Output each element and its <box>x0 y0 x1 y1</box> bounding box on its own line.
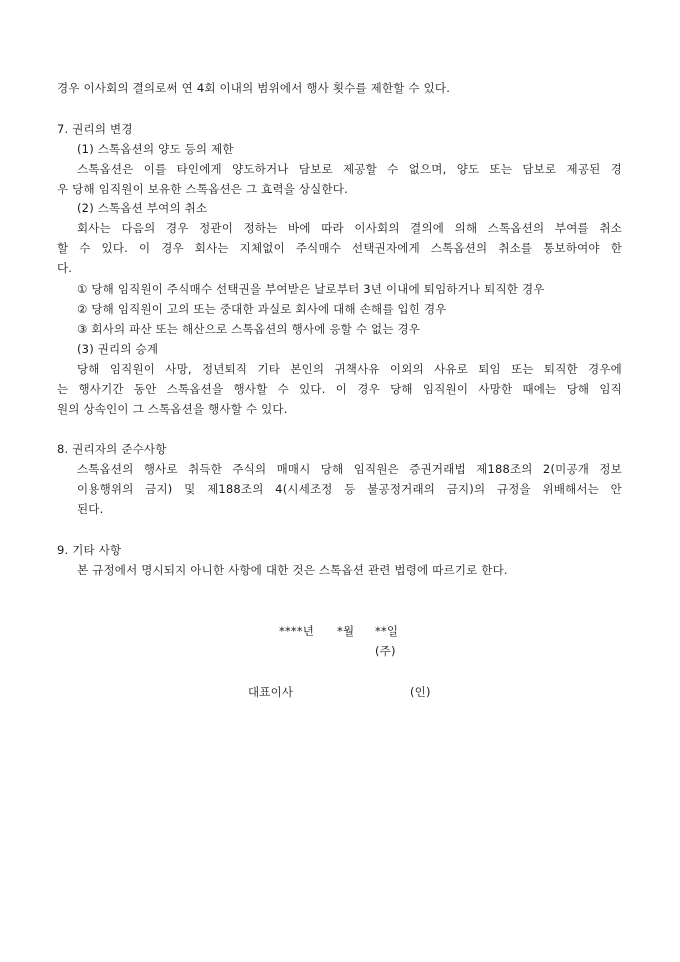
section-7-2-body-line: 다. <box>57 261 73 275</box>
section-7-2-body-line: 할 수 있다. 이 경우 회사는 지체없이 주식매수 선택권자에게 스톡옵션의 취소를 통보하여야 한 <box>57 241 622 255</box>
section-8-body-line: 스톡옵션의 행사로 취득한 주식의 매매시 당해 임직원은 증권거래법 제188조의 2(미공개 정보 <box>77 462 622 476</box>
section-8-body-line: 이용행위의 금지) 및 제188조의 4(시세조정 등 불공정거래의 금지)의 규정을 위배해서는 안 <box>77 482 622 496</box>
section-7-3-body-line: 원의 상속인이 그 스톡옵션을 행사할 수 있다. <box>57 402 288 416</box>
section-7-3-body-line: 는 행사기간 동안 스톡옵션을 행사할 수 있다. 이 경우 당해 임직원이 사망한 때에는 당해 임직 <box>57 382 622 396</box>
date-day: **일 <box>375 624 399 638</box>
section-9-heading: 9. 기타 사항 <box>57 543 122 557</box>
section-7-2-heading: (2) 스톡옵션 부여의 취소 <box>77 201 208 215</box>
date-month: *월 <box>337 624 355 638</box>
section-9-body-line: 본 규정에서 명시되지 아니한 사항에 대한 것은 스톡옵션 관련 법령에 따르기로 한다. <box>77 563 508 577</box>
intro-line: 경우 이사회의 결의로써 연 4회 이내의 범위에서 행사 횟수를 제한할 수 있다. <box>57 81 451 95</box>
section-7-1-body-line: 스톡옵션은 이를 타인에게 양도하거나 담보로 제공할 수 없으며, 양도 또는 담보로 제공된 경 <box>77 162 622 176</box>
company-name: (주) <box>375 644 396 658</box>
section-7-1-heading: (1) 스톡옵션의 양도 등의 제한 <box>77 142 234 156</box>
cancellation-item-3: ③ 회사의 파산 또는 해산으로 스톡옵션의 행사에 응할 수 없는 경우 <box>77 322 421 336</box>
date-year: ****년 <box>279 624 315 638</box>
section-8-heading: 8. 권리자의 준수사항 <box>57 442 167 456</box>
section-7-3-heading: (3) 권리의 승계 <box>77 342 159 356</box>
section-8-body-line: 된다. <box>77 502 104 516</box>
ceo-label: 대표이사 <box>248 685 294 699</box>
section-7-3-body-line: 당해 임직원이 사망, 정년퇴직 기타 본인의 귀책사유 이외의 사유로 퇴임 또는 퇴직한 경우에 <box>77 362 622 376</box>
section-7-heading: 7. 권리의 변경 <box>57 122 133 136</box>
section-7-1-body-line: 우 당해 임직원이 보유한 스톡옵션은 그 효력을 상실한다. <box>57 182 348 196</box>
cancellation-item-1: ① 당해 임직원이 주식매수 선택권을 부여받은 날로부터 3년 이내에 퇴임하거나 퇴직한 경우 <box>77 282 545 296</box>
cancellation-item-2: ② 당해 임직원이 고의 또는 중대한 과실로 회사에 대해 손해를 입힌 경우 <box>77 302 447 316</box>
section-7-2-body-line: 회사는 다음의 경우 정관이 정하는 바에 따라 이사회의 결의에 의해 스톡옵션의 부여를 취소 <box>77 221 622 235</box>
seal-mark: (인) <box>410 685 431 699</box>
